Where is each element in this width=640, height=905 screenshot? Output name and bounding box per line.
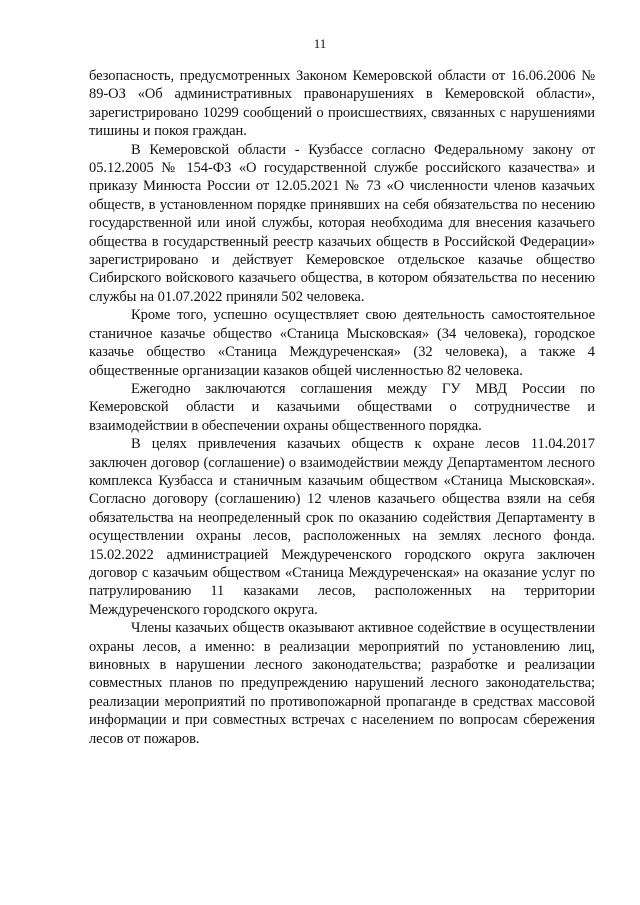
paragraph-continuation: безопасность, предусмотренных Законом Кемеровской области от 16.06.2006 № 89-ОЗ «Об административных правонарушениях в Кемеровской области», зарегистрировано 10299 сообщений о происшествиях, связанных с нарушениями тишины и покоя граждан. [89,68,595,140]
paragraph-cossack-society: В Кемеровской области - Кузбассе согласно Федеральному закону от 05.12.2005 № 154-ФЗ «О государственной службе российского казачества» и приказу Минюста России от 12.05.2021 № 73 «О численности членов казачьих обществ, в установленном порядке принявших на себя обязательства по несению государственной или иной службы, которая необходима для внесения казачьего общества в государственный реестр казачьих обществ в Российской Федерации» зарегистрировано и действует Кемеровское отдельское казачье общество Сибирского войскового казачьего общества, в котором обязательства по несению службы на 01.07.2022 приняли 502 человека. [89,141,595,305]
paragraph-members-assistance: Члены казачьих обществ оказывают активное содействие в осуществлении охраны лесов, а именно: в реализации мероприятий по установлению лиц, виновных в нарушении лесного законодательства; разработке и реализации совместных планов по предупреждению нарушений лесного законодательства; реализации мероприятий по противопожарной пропаганде в средствах массовой информации и при совместных встречах с населением по вопросам сбережения лесов от пожаров. [89,620,595,747]
paragraph-agreements: Ежегодно заключаются соглашения между ГУ МВД России по Кемеровской области и казачьими обществами о сотрудничестве и взаимодействии в обеспечении охраны общественного порядка. [89,380,595,434]
document-body [89,67,595,748]
paragraph-forest-protection: В целях привлечения казачьих обществ к охране лесов 11.04.2017 заключен договор (соглашение) о взаимодействии между Департаментом лесного комплекса Кузбасса и станичным казачьим обществом «Станица Мысковская». Согласно договору (соглашению) 12 членов казачьего общества взяли на себя обязательства на неопределенный срок по оказанию содействия Департаменту в осуществлении охраны лесов, расположенных на землях лесного фонда. 15.02.2022 администрацией Междуреченского городского округа заключен договор с казачьим обществом «Станица Междуреченская» на оказание услуг по патрулированию 11 казаками лесов, расположенных на территории Междуреченского городского округа. [89,436,595,618]
page-number: 11 [313,36,327,51]
paragraph-other-societies: Кроме того, успешно осуществляет свою деятельность самостоятельное станичное казачье общество «Станица Мысковская» (34 человека), городское казачье общество «Станица Междуреченская» (32 человека), а также 4 общественные организации казаков общей численностью 82 человека. [89,307,595,379]
